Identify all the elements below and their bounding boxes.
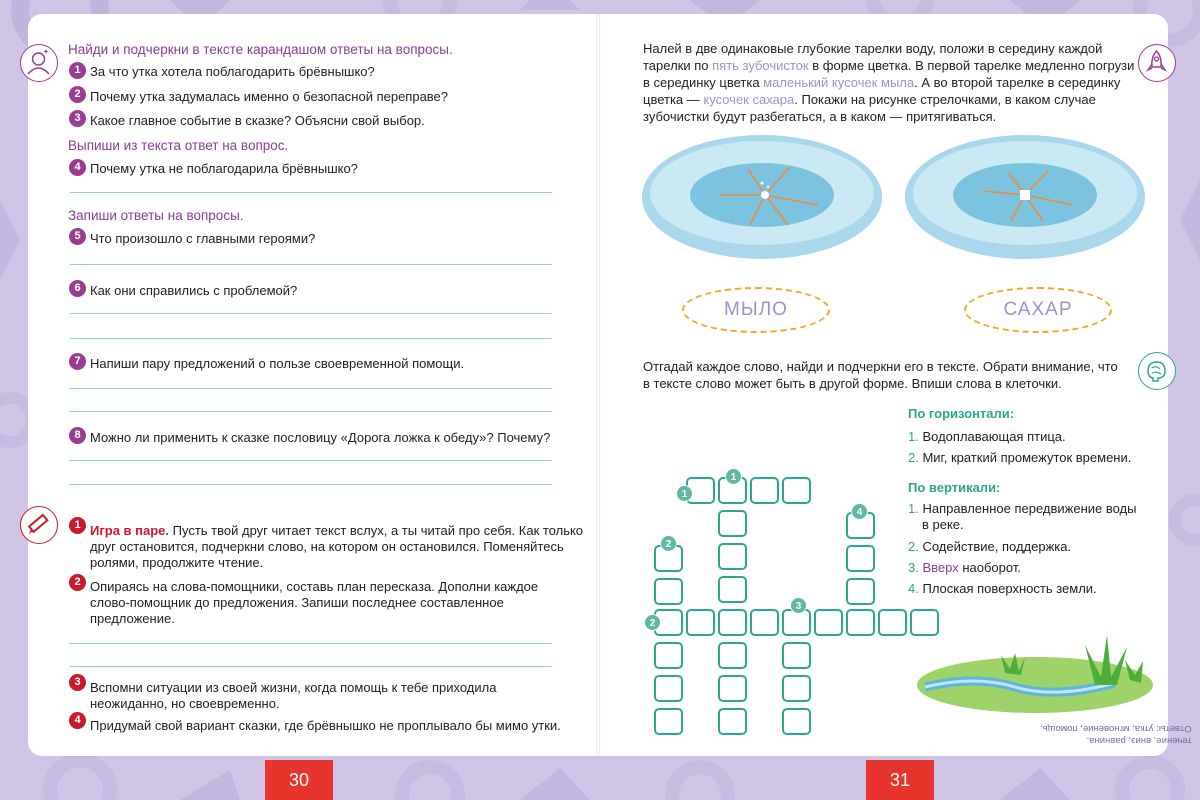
experiment-line1: Налей в две одинаковые глубокие тарелки воду, положи в середину каждой	[643, 41, 1103, 56]
question-number-2: 2	[69, 86, 86, 103]
clue-text: Плоская поверхность земли.	[922, 581, 1097, 596]
crossword-intro-line2: в тексте слово может быть в другой форме. Впиши слова в клеточки.	[643, 376, 1062, 391]
crossword-cell[interactable]	[654, 708, 683, 735]
task-1-bold: Игра в паре.	[90, 523, 170, 538]
crossword-cell[interactable]	[718, 708, 747, 735]
horizontal-heading: По горизонтали:	[908, 406, 1015, 421]
task-number-3: 3	[69, 674, 86, 691]
plate-soap	[640, 135, 885, 265]
clue-text: Миг, краткий промежуток времени.	[922, 450, 1132, 465]
crossword-cell[interactable]	[782, 642, 811, 669]
page-number-left: 30	[265, 760, 333, 800]
task-2-line2: слово-помощник до предложения. Запиши последнее составленное	[90, 595, 504, 610]
vertical-heading: По вертикали:	[908, 480, 1001, 495]
crossword-cell[interactable]	[654, 642, 683, 669]
crossword-cell[interactable]	[718, 510, 747, 537]
crossword-cell[interactable]	[878, 609, 907, 636]
task-1-line2: друг остановится, подчеркни слово, на котором он остановился. Поменяйтесь	[90, 539, 564, 554]
task-3-line2: неожиданно, но своевременно.	[90, 696, 280, 711]
crossword-cell[interactable]	[654, 578, 683, 605]
clue-number: 1.	[908, 429, 919, 444]
vertical-clue-1	[908, 500, 1136, 517]
crossword-cell[interactable]	[718, 675, 747, 702]
experiment-line2-b: в форме цветка. В первой тарелке медленно погрузи	[808, 58, 1135, 73]
question-5: Что произошло с главными героями?	[90, 231, 316, 246]
answer-line[interactable]	[70, 313, 552, 314]
answer-key-line2: течение, вниз, равнина.	[1086, 735, 1192, 746]
question-number-3: 3	[69, 110, 86, 127]
vertical-clue-2	[908, 538, 1071, 555]
question-number-8: 8	[69, 427, 86, 444]
experiment-line4-a: цветка —	[643, 92, 704, 107]
task-number-4: 4	[69, 712, 86, 729]
experiment-line3-a: в серединку цветка	[643, 75, 764, 90]
plate-sugar	[903, 135, 1148, 265]
task-2-line3: предложение.	[90, 611, 175, 626]
answer-line[interactable]	[70, 666, 552, 667]
question-1: За что утка хотела поблагодарить брёвнышко?	[90, 64, 375, 79]
crossword-cell[interactable]	[654, 675, 683, 702]
answer-key-line1: Ответы: утка, мгновение, помощь,	[1040, 723, 1192, 734]
clue-text: Направленное передвижение воды	[922, 501, 1137, 516]
task-1-text: Пусть твой друг читает текст вслух, а ты читай про себя. Как только	[169, 523, 584, 538]
crossword-cell[interactable]	[782, 708, 811, 735]
section1-heading: Найди и подчеркни в тексте карандашом ответы на вопросы.	[68, 42, 453, 57]
crossword-cell[interactable]	[846, 545, 875, 572]
clue-text: Содействие, поддержка.	[922, 539, 1072, 554]
crossword-clue-number: 1	[725, 468, 742, 485]
clue-number: 1.	[908, 501, 919, 516]
task-number-1: 1	[69, 517, 86, 534]
crossword-cell[interactable]	[782, 477, 811, 504]
answer-line[interactable]	[70, 460, 552, 461]
task-number-2: 2	[69, 574, 86, 591]
experiment-line4	[643, 91, 1096, 108]
book-gutter	[596, 14, 600, 756]
crossword-cell[interactable]	[686, 609, 715, 636]
task-3-line1: Вспомни ситуации из своей жизни, когда помощь к тебе приходила	[90, 680, 497, 695]
highlight-soap: маленький кусочек мыла	[763, 75, 915, 90]
crossword-cell[interactable]	[782, 675, 811, 702]
task-4-line1: Придумай свой вариант сказки, где брёвнышко не проплывало бы мимо утки.	[90, 718, 561, 733]
question-number-5: 5	[69, 228, 86, 245]
question-number-1: 1	[69, 62, 86, 79]
section3-heading: Запиши ответы на вопросы.	[68, 208, 244, 223]
vertical-clue-1-cont: в реке.	[922, 517, 964, 532]
crossword-cell[interactable]	[814, 609, 843, 636]
clue-number: 4.	[908, 581, 919, 596]
answer-line[interactable]	[70, 264, 552, 265]
vertical-clue-3	[908, 559, 1021, 576]
experiment-line5: зубочистки будут разбегаться, а в каком — притягиваться.	[643, 109, 997, 124]
section2-heading: Выпиши из текста ответ на вопрос.	[68, 138, 289, 153]
task-1-line1	[90, 523, 583, 539]
clue-number: 2.	[908, 450, 919, 465]
crossword-clue-number: 2	[644, 614, 661, 631]
crossword-clue-number: 3	[790, 597, 807, 614]
experiment-line3	[643, 74, 1120, 91]
experiment-line4-b: . Покажи на рисунке стрелочками, в каком случае	[794, 92, 1096, 107]
answer-line[interactable]	[70, 192, 552, 193]
brain-icon	[1138, 352, 1176, 390]
question-number-4: 4	[69, 159, 86, 176]
label-soap: МЫЛО	[682, 287, 830, 333]
question-number-7: 7	[69, 353, 86, 370]
task-2-line1: Опираясь на слова-помощники, составь план пересказа. Дополни каждое	[90, 579, 539, 594]
question-8: Можно ли применить к сказке пословицу «Дорога ложка к обеду»? Почему?	[90, 430, 551, 445]
crossword-cell[interactable]	[718, 609, 747, 636]
question-number-6: 6	[69, 280, 86, 297]
answer-line[interactable]	[70, 643, 552, 644]
experiment-line2	[643, 57, 1134, 74]
clue-text: наоборот.	[958, 560, 1021, 575]
horizontal-clue-2	[908, 449, 1131, 466]
page-number-right: 31	[866, 760, 934, 800]
rocket-icon	[1138, 44, 1176, 82]
vertical-clue-4	[908, 580, 1097, 597]
question-7: Напиши пару предложений о пользе своевременной помощи.	[90, 356, 465, 371]
experiment-line2-a: тарелки по	[643, 58, 713, 73]
answer-key	[1040, 722, 1192, 746]
crossword-clue-number: 4	[851, 503, 868, 520]
answer-line[interactable]	[70, 338, 552, 339]
clue-number: 2.	[908, 539, 919, 554]
crossword-cell[interactable]	[718, 642, 747, 669]
crossword-cell[interactable]	[846, 609, 875, 636]
clue-text: Водоплавающая птица.	[922, 429, 1066, 444]
question-6: Как они справились с проблемой?	[90, 283, 298, 298]
clue-number: 3.	[908, 560, 919, 575]
crossword-cell[interactable]	[846, 578, 875, 605]
crossword-clue-number: 1	[676, 485, 693, 502]
river-landscape-illustration	[915, 625, 1155, 715]
experiment-line3-b: . А во второй тарелке в серединку	[914, 75, 1121, 90]
answer-line[interactable]	[70, 484, 552, 485]
label-sugar: САХАР	[964, 287, 1112, 333]
answer-line[interactable]	[70, 411, 552, 412]
question-3: Какое главное событие в сказке? Объясни свой выбор.	[90, 113, 425, 128]
highlight-toothpicks: пять зубочисток	[712, 58, 809, 73]
pencil-icon	[20, 506, 58, 544]
highlight-sugar: кусочек сахара	[703, 92, 795, 107]
crossword-cell[interactable]	[750, 477, 779, 504]
crossword-cell[interactable]	[750, 609, 779, 636]
crossword-cell[interactable]	[718, 543, 747, 570]
svg-text:✦: ✦	[43, 49, 49, 56]
answer-line[interactable]	[70, 388, 552, 389]
question-2: Почему утка задумалась именно о безопасной переправе?	[90, 89, 449, 104]
task-1-line3: ролями, продолжите чтение.	[90, 555, 264, 570]
crossword-cell[interactable]	[718, 576, 747, 603]
clue-highlight: Вверх	[922, 560, 959, 575]
question-4: Почему утка не поблагодарила брёвнышко?	[90, 161, 358, 176]
thinking-person-icon	[20, 44, 58, 82]
crossword-clue-number: 2	[660, 535, 677, 552]
horizontal-clue-1	[908, 428, 1066, 445]
crossword-intro-line1: Отгадай каждое слово, найди и подчеркни его в тексте. Обрати внимание, что	[643, 359, 1118, 374]
